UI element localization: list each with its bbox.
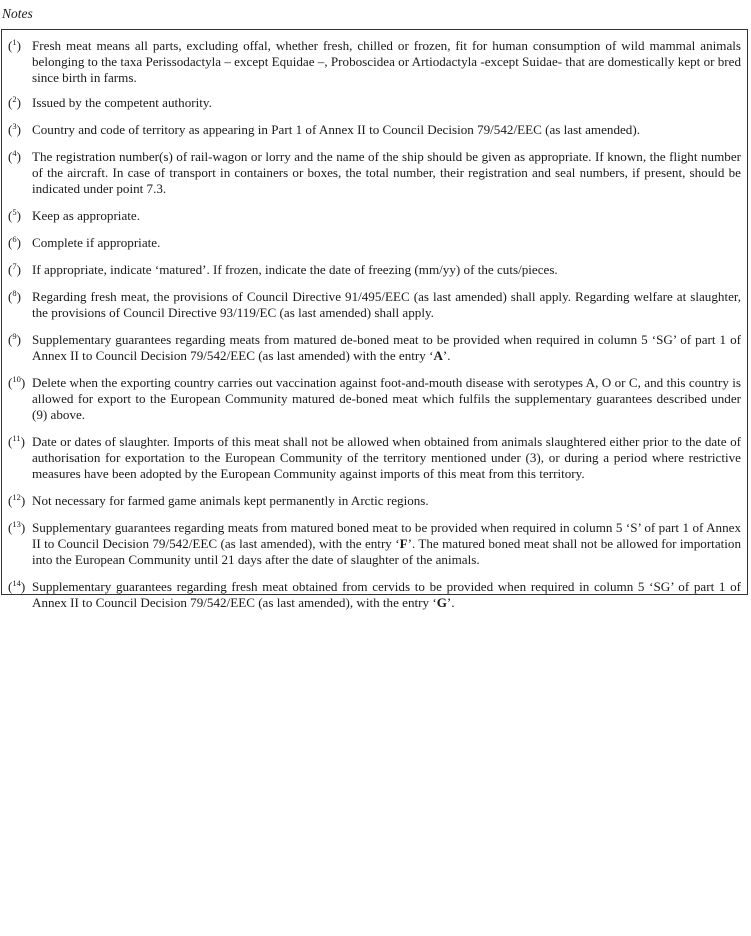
entry-code: F — [399, 536, 408, 551]
note-text: If appropriate, indicate ‘matured’. If frozen, indicate the date of freezing (mm/yy) of the cuts/pieces. — [32, 262, 558, 277]
note-text: Country and code of territory as appearing in Part 1 of Annex II to Council Decision 79/542/EEC (as last amended). — [32, 122, 640, 137]
note-text: Keep as appropriate. — [32, 208, 140, 223]
note-10 — [8, 375, 741, 423]
note-number: ($^3$) — [8, 121, 21, 137]
note-number: ($^{10}$) — [8, 374, 26, 390]
note-text: Delete when the exporting country carries out vaccination against foot-and-mouth disease with serotypes A, O or C, and this country is allowed for export to the European Community matured de-boned meat which fulfils the supplementary guarantees described under (9) above. — [32, 375, 741, 422]
note-text: Complete if appropriate. — [32, 235, 161, 250]
note-text: Supplementary guarantees regarding meats from matured boned meat to be provided when required in column 5 ‘S’ of part 1 of Annex II to Council Decision 79/542/EEC (as last amended), with the entry ‘F’. The matured boned meat shall not be allowed for importation into the European Community until 21 days after the date of slaughter of the animals. — [32, 520, 742, 567]
note-text: Supplementary guarantees regarding meats from matured de-boned meat to be provided when required in column 5 ‘SG’ of part 1 of Annex II to Council Decision 79/542/EEC (as last amended) with the entry ‘A’. — [32, 332, 741, 363]
note-4 — [8, 149, 741, 197]
note-text: Issued by the competent authority. — [32, 95, 212, 110]
entry-code: G — [436, 595, 447, 610]
note-number: ($^6$) — [8, 234, 21, 250]
note-number: ($^7$) — [8, 261, 21, 277]
entry-code: A — [433, 348, 443, 363]
note-number: ($^{13}$) — [8, 519, 26, 535]
note-11 — [8, 434, 741, 482]
notes-box — [1, 29, 748, 610]
note-number: ($^4$) — [8, 148, 21, 164]
note-3 — [8, 122, 741, 138]
note-14 — [8, 579, 741, 611]
note-number: ($^9$) — [8, 331, 21, 347]
note-9 — [8, 332, 741, 364]
note-text: Fresh meat means all parts, excluding offal, whether fresh, chilled or frozen, fit for human consumption of wild mammal animals belonging to the taxa Perissodactyla – except Equidae –, Proboscidea or Artiodactyla -except Suidae- that are domestically kept or bred since birth in farms. — [32, 38, 742, 85]
note-number: ($^5$) — [8, 207, 21, 223]
note-number: ($^{14}$) — [8, 578, 26, 594]
note-number: ($^{12}$) — [8, 492, 26, 508]
note-number: ($^1$) — [8, 37, 21, 53]
note-7 — [8, 262, 741, 278]
note-text: The registration number(s) of rail-wagon or lorry and the name of the ship should be given as appropriate. If known, the flight number of the aircraft. In case of transport in containers or boxes, the total number, their registration and seal numbers, if present, should be indicated under point 7.3. — [32, 149, 741, 196]
note-number: ($^2$) — [8, 94, 21, 110]
notes-heading: Notes — [2, 6, 33, 21]
note-text: Supplementary guarantees regarding fresh meat obtained from cervids to be provided when required in column 5 ‘SG’ of part 1 of Annex II to Council Decision 79/542/EEC (as last amended), with the entry ‘G’. — [32, 579, 741, 610]
note-text: Date or dates of slaughter. Imports of this meat shall not be allowed when obtained from animals slaughtered either prior to the date of authorisation for exportation to the European Community of the territory mentioned under (3), or during a period where restrictive measures have been adopted by the European Community against imports of this meat from this territory. — [32, 434, 741, 481]
note-12 — [8, 493, 741, 509]
note-number: ($^{11}$) — [8, 433, 25, 449]
note-2 — [8, 95, 741, 111]
note-text: Not necessary for farmed game animals kept permanently in Arctic regions. — [32, 493, 429, 508]
note-5 — [8, 208, 741, 224]
note-6 — [8, 235, 741, 251]
note-number: ($^8$) — [8, 288, 21, 304]
note-13 — [8, 520, 741, 568]
note-text: Regarding fresh meat, the provisions of Council Directive 91/495/EEC (as last amended) shall apply. Regarding welfare at slaughter, the provisions of Council Directive 93/119/EC (as last amended) shall apply. — [32, 289, 741, 320]
note-8 — [8, 289, 741, 321]
note-1 — [8, 38, 741, 86]
